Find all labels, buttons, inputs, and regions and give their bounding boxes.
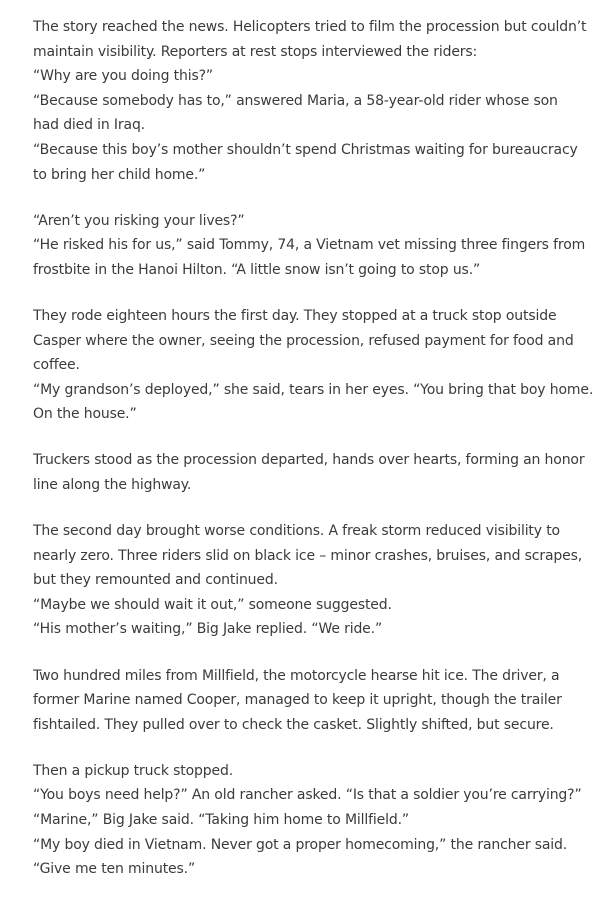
- text-line: “Marine,” Big Jake said. “Taking him home to Millfield.”: [33, 812, 409, 829]
- text-line: but they remounted and continued.: [33, 572, 278, 589]
- text-line: “Because somebody has to,” answered Maria, a 58-year-old rider whose son: [33, 92, 558, 109]
- text-line: “My grandson’s deployed,” she said, tears in her eyes. “You bring that boy home.: [33, 381, 594, 398]
- paragraph: [33, 759, 585, 882]
- paragraph: [33, 448, 585, 497]
- text-line: line along the highway.: [33, 477, 192, 493]
- text-line: had died in Iraq.: [33, 117, 145, 134]
- text-line: nearly zero. Three riders slid on black ice – minor crashes, bruises, and scrapes,: [33, 547, 583, 564]
- text-line: “He risked his for us,” said Tommy, 74, a Vietnam vet missing three fingers from: [33, 237, 586, 254]
- text-line: “Aren’t you risking your lives?”: [33, 212, 245, 229]
- text-line: Truckers stood as the procession departed, hands over hearts, forming an honor: [33, 452, 585, 469]
- text-line: The second day brought worse conditions. A freak storm reduced visibility to: [33, 523, 560, 540]
- text-line: frostbite in the Hanoi Hilton. “A little snow isn’t going to stop us.”: [33, 261, 481, 278]
- paragraph: [33, 15, 585, 187]
- text-line: to bring her child home.”: [33, 166, 206, 183]
- paragraph: [33, 209, 585, 283]
- text-line: The story reached the news. Helicopters tried to film the procession but couldn’t: [33, 19, 587, 35]
- text-line: coffee.: [33, 357, 80, 374]
- text-line: “Why are you doing this?”: [33, 68, 214, 85]
- paragraph: [33, 664, 585, 738]
- paragraph: [33, 519, 585, 642]
- text-line: “His mother’s waiting,” Big Jake replied. “We ride.”: [33, 621, 383, 638]
- text-line: maintain visibility. Reporters at rest stops interviewed the riders:: [33, 43, 478, 60]
- text-line: “You boys need help?” An old rancher asked. “Is that a soldier you’re carrying?”: [33, 787, 582, 804]
- text-line: They rode eighteen hours the first day. They stopped at a truck stop outside: [33, 307, 557, 324]
- text-line: Two hundred miles from Millfield, the motorcycle hearse hit ice. The driver, a: [33, 667, 560, 684]
- paragraph: [33, 304, 594, 427]
- text-line: Then a pickup truck stopped.: [33, 762, 233, 779]
- text-line: “My boy died in Vietnam. Never got a proper homecoming,” the rancher said.: [33, 836, 568, 853]
- text-line: fishtailed. They pulled over to check the casket. Slightly shifted, but secure.: [33, 716, 554, 733]
- text-line: “Maybe we should wait it out,” someone suggested.: [33, 596, 392, 613]
- text-line: Casper where the owner, seeing the procession, refused payment for food and: [33, 332, 574, 349]
- article-body: [33, 15, 594, 903]
- text-line: On the house.”: [33, 406, 137, 423]
- text-line: “Give me ten minutes.”: [33, 861, 196, 878]
- text-line: former Marine named Cooper, managed to keep it upright, though the trailer: [33, 692, 562, 709]
- text-line: “Because this boy’s mother shouldn’t spend Christmas waiting for bureaucracy: [33, 141, 578, 158]
